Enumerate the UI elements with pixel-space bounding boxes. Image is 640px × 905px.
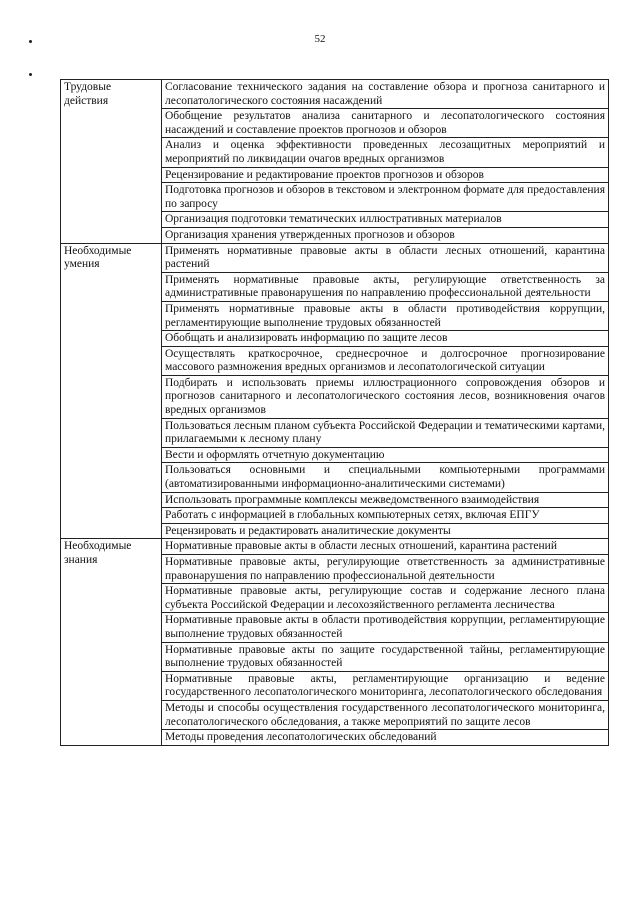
item-cell: Согласование технического задания на составление обзора и прогноза санитарного и лесопатологического состояния насаждений [162, 80, 609, 109]
margin-mark [29, 73, 32, 76]
item-cell: Нормативные правовые акты, регулирующие ответственность за административные правонарушения по направлению профессиональной деятельности [162, 555, 609, 584]
item-cell: Применять нормативные правовые акты, регулирующие ответственность за административные правонарушения по направлению профессиональной деятельности [162, 272, 609, 301]
item-cell: Рецензирование и редактирование проектов прогнозов и обзоров [162, 167, 609, 183]
item-cell: Методы проведения лесопатологических обследований [162, 730, 609, 746]
table-row [61, 539, 609, 555]
item-cell: Использовать программные комплексы межведомственного взаимодействия [162, 492, 609, 508]
requirements-table [60, 79, 609, 746]
item-cell: Обобщать и анализировать информацию по защите лесов [162, 331, 609, 347]
item-cell: Обобщение результатов анализа санитарного и лесопатологического состояния насаждений и составление проектов прогнозов и обзоров [162, 109, 609, 138]
item-cell: Нормативные правовые акты, регулирующие состав и содержание лесного плана субъекта Российской Федерации и лесохозяйственного регламента лесничества [162, 584, 609, 613]
item-cell: Осуществлять краткосрочное, среднесрочное и долгосрочное прогнозирование массового размножения вредных организмов и лесопатологической ситуации [162, 346, 609, 375]
item-cell: Работать с информацией в глобальных компьютерных сетях, включая ЕПГУ [162, 508, 609, 524]
item-cell: Применять нормативные правовые акты в области лесных отношений, карантина растений [162, 243, 609, 272]
item-cell: Пользоваться лесным планом субъекта Российской Федерации и тематическими картами, прилагаемыми к лесному плану [162, 418, 609, 447]
item-cell: Вести и оформлять отчетную документацию [162, 447, 609, 463]
item-cell: Нормативные правовые акты, регламентирующие организацию и ведение государственного лесопатологического мониторинга, лесопатологического обследования [162, 671, 609, 700]
category-cell: Необходимые умения [61, 243, 162, 539]
item-cell: Рецензировать и редактировать аналитические документы [162, 523, 609, 539]
page-number: 52 [314, 33, 326, 45]
item-cell: Нормативные правовые акты в области лесных отношений, карантина растений [162, 539, 609, 555]
table-row [61, 243, 609, 272]
item-cell: Методы и способы осуществления государственного лесопатологического мониторинга, лесопатологического обследования, а также мероприятий по защите лесов [162, 700, 609, 729]
item-cell: Организация хранения утвержденных прогнозов и обзоров [162, 227, 609, 243]
item-cell: Пользоваться основными и специальными компьютерными программами (автоматизированными информационно-аналитическими системами) [162, 463, 609, 492]
item-cell: Организация подготовки тематических иллюстративных материалов [162, 212, 609, 228]
category-cell: Трудовые действия [61, 80, 162, 244]
item-cell: Анализ и оценка эффективности проведенных лесозащитных мероприятий и мероприятий по ликвидации очагов вредных организмов [162, 138, 609, 167]
category-cell: Необходимые знания [61, 539, 162, 745]
item-cell: Подготовка прогнозов и обзоров в текстовом и электронном формате для предоставления по запросу [162, 183, 609, 212]
item-cell: Применять нормативные правовые акты в области противодействия коррупции, регламентирующие выполнение трудовых обязанностей [162, 301, 609, 330]
table-row [61, 80, 609, 109]
item-cell: Подбирать и использовать приемы иллюстрационного сопровождения обзоров и прогнозов санитарного и лесопатологического состояния лесов, возникновения очагов вредных организмов [162, 375, 609, 418]
item-cell: Нормативные правовые акты в области противодействия коррупции, регламентирующие выполнение трудовых обязанностей [162, 613, 609, 642]
item-cell: Нормативные правовые акты по защите государственной тайны, регламентирующие выполнение трудовых обязанностей [162, 642, 609, 671]
